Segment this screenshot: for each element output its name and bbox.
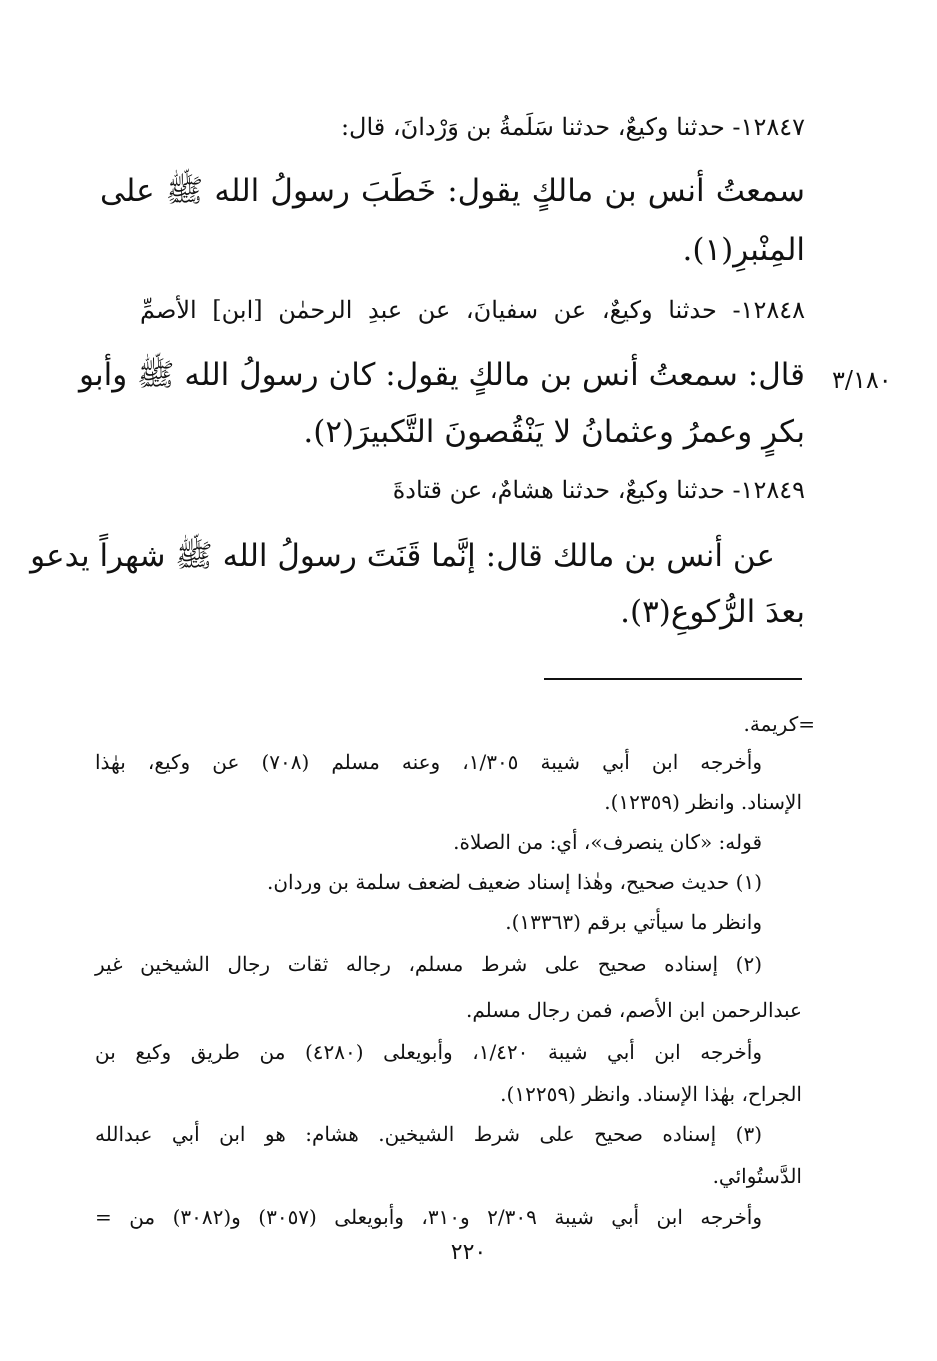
hadith-12848-text-line-2: بكرٍ وعمرُ وعثمانُ لا يَنْقُصونَ التَّكبيرَ(٢).: [303, 414, 805, 450]
hadith-12849-text-line-1: عن أنس بن مالك قال: إنَّما قَنَتَ رسولُ الله ﷺ شهراً يدعو: [30, 538, 775, 574]
footnote-line: وأخرجه ابن أبي شيبة ١/٤٢٠، وأبويعلى (٤٢٨٠) من طريق وكيع بن: [95, 1040, 762, 1064]
hadith-12848-header: ١٢٨٤٨- حدثنا وكيعٌ، عن سفيانَ، عن عبدِ الرحمٰن [ابن] الأصمِّ: [140, 296, 805, 324]
footnote-line: عبدالرحمن ابن الأصم، فمن رجال مسلم.: [466, 998, 802, 1022]
footnote-2: (٢) إسناده صحيح على شرط مسلم، رجاله ثقات رجال الشيخين غير: [95, 952, 762, 976]
margin-reference: ٣/١٨٠: [832, 366, 892, 394]
hadith-12848-text-line-1: قال: سمعتُ أنس بن مالكٍ يقول: كان رسولُ الله ﷺ وأبو: [78, 357, 805, 393]
footnote-line: وأخرجه ابن أبي شيبة ٢/٣٠٩ و٣١٠، وأبويعلى (٣٠٥٧) و(٣٠٨٢) من =: [95, 1205, 763, 1229]
hadith-12847-text-line-2: المِنْبرِ(١).: [682, 232, 805, 268]
footnote-line: وأخرجه ابن أبي شيبة ١/٣٠٥، وعنه مسلم (٧٠٨) عن وكيع، بهٰذا: [95, 750, 763, 774]
footnote-line: الإسناد. وانظر (١٢٣٥٩).: [604, 790, 802, 814]
footnote-1: (١) حديث صحيح، وهٰذا إسناد ضعيف لضعف سلمة بن وردان.: [267, 870, 762, 894]
hadith-12849-header: ١٢٨٤٩- حدثنا وكيعٌ، حدثنا هشامٌ، عن قتادةَ: [392, 476, 805, 504]
footnote-separator: [544, 678, 802, 680]
hadith-12847-text-line-1: سمعتُ أنس بن مالكٍ يقول: خَطَبَ رسولُ الله ﷺ على: [100, 173, 805, 209]
footnote-line: =كريمة.: [743, 712, 815, 736]
footnote-line: قوله: «كان ينصرف»، أي: من الصلاة.: [453, 830, 762, 854]
footnote-line: الجراح، بهٰذا الإسناد. وانظر (١٢٢٥٩).: [500, 1082, 802, 1106]
footnote-line: وانظر ما سيأتي برقم (١٣٣٦٣).: [505, 910, 762, 934]
hadith-12849-text-line-2: بعدَ الرُّكوعِ(٣).: [620, 594, 805, 630]
hadith-12847-header: ١٢٨٤٧- حدثنا وكيعٌ، حدثنا سَلَمةُ بن وَرْدانَ، قال:: [340, 113, 805, 141]
footnote-line: الدَّستُوائي.: [712, 1164, 802, 1188]
footnote-3: (٣) إسناده صحيح على شرط الشيخين. هشام: هو ابن أبي عبدالله: [95, 1122, 762, 1146]
page-number: ٢٢٠: [450, 1240, 487, 1265]
